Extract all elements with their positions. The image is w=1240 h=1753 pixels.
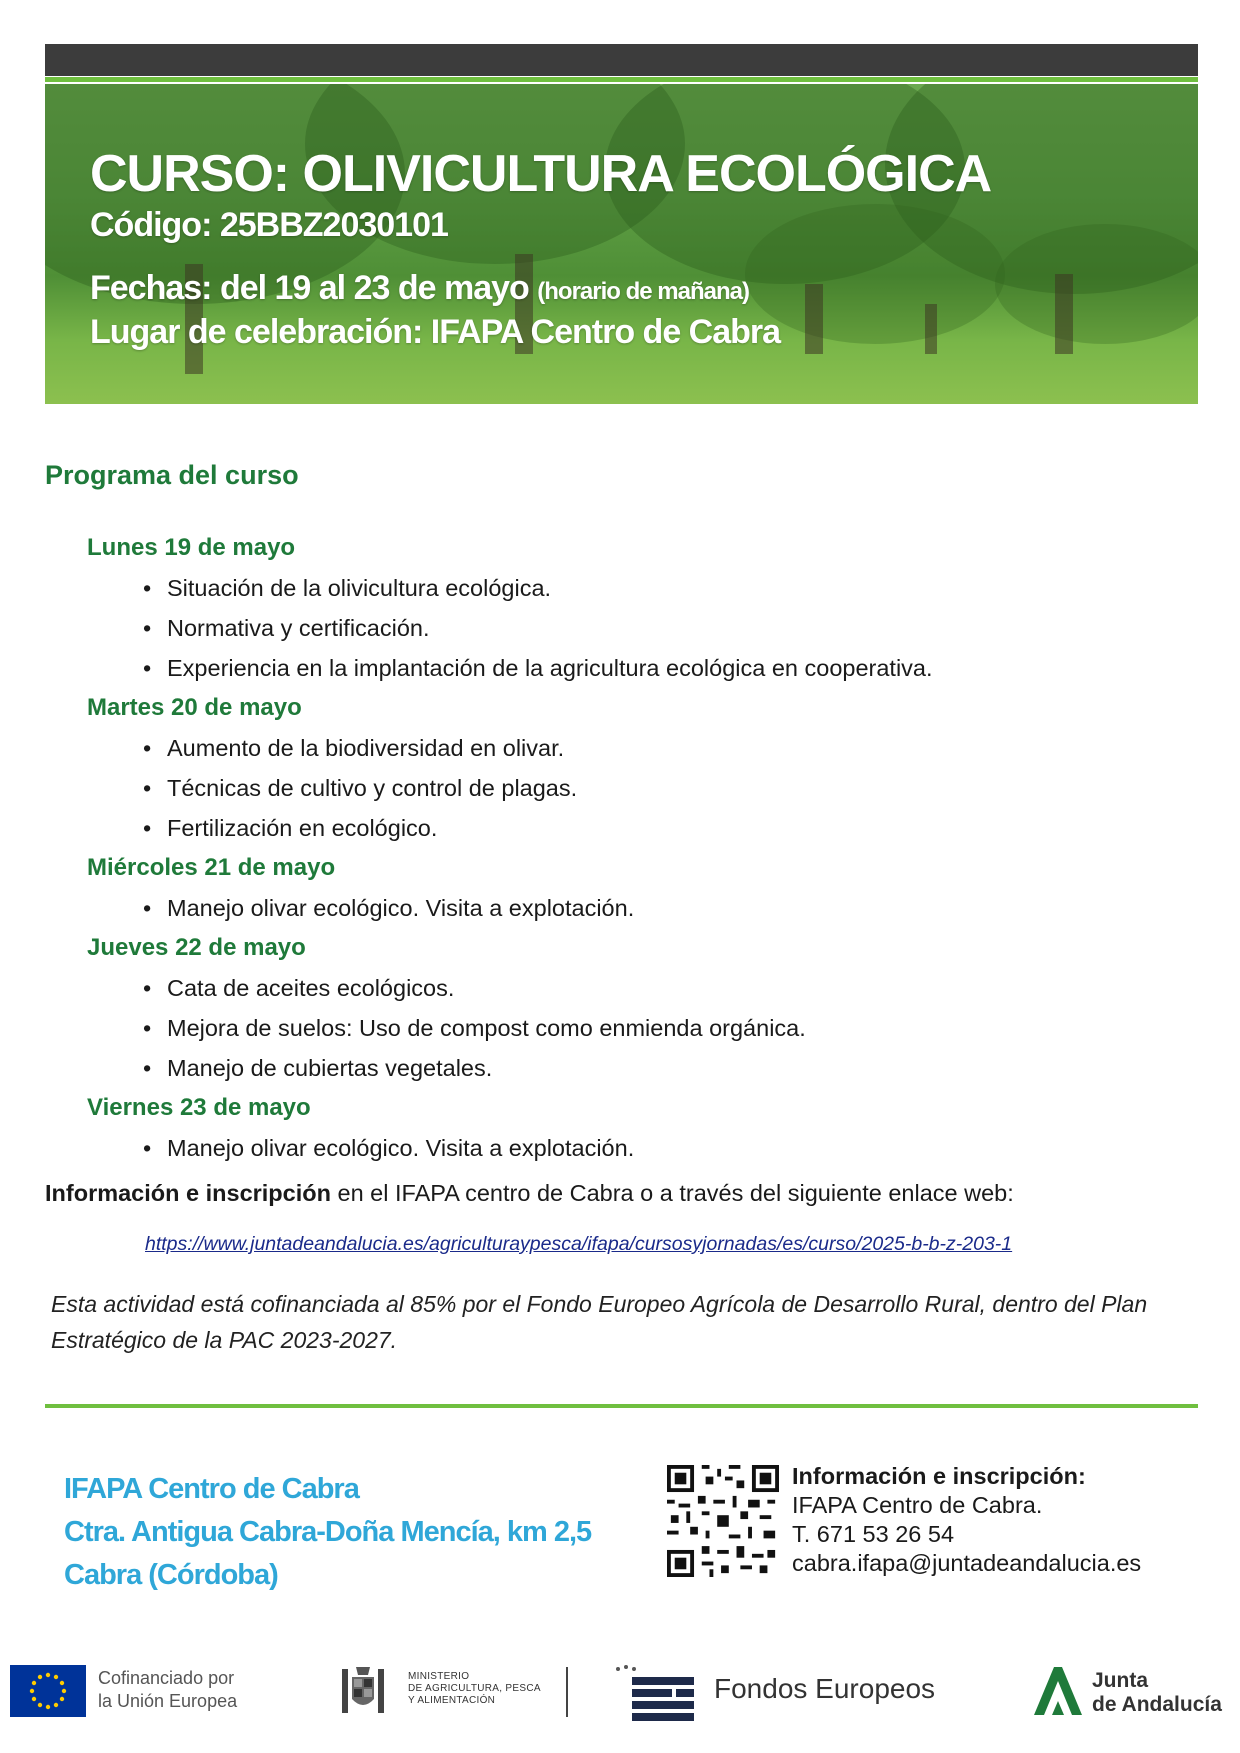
day-heading: Miércoles 21 de mayo [87, 854, 336, 881]
list-item: • Fertilización en ecológico. [87, 808, 1187, 848]
ministry-text: MINISTERIO DE AGRICULTURA, PESCA Y ALIMENTACIÓN [408, 1671, 541, 1706]
eu-flag-icon [10, 1665, 86, 1717]
fondos-europeos-icon [612, 1663, 700, 1723]
junta-andalucia-icon [1030, 1661, 1088, 1719]
info-rest: en el IFAPA centro de Cabra o a través del siguiente enlace web: [330, 1180, 1014, 1206]
cofinancing-note: Esta actividad está cofinanciada al 85% por el Fondo Europeo Agrícola de Desarrollo Rural, dentro del Plan Estratégico de la PAC 2023-2027. [51, 1291, 1148, 1353]
list-item: • Situación de la olivicultura ecológica. [87, 568, 1187, 608]
course-place: Lugar de celebración: IFAPA Centro de Cabra [90, 313, 781, 351]
list-item: • Manejo de cubiertas vegetales. [87, 1048, 1187, 1088]
qr-code-icon[interactable] [667, 1465, 779, 1577]
list-item: • Normativa y certificación. [87, 608, 1187, 648]
list-item: • Mejora de suelos: Uso de compost como enmienda orgánica. [87, 1008, 1187, 1048]
list-item: • Aumento de la biodiversidad en olivar. [87, 728, 1187, 768]
day-heading: Martes 20 de mayo [87, 694, 302, 721]
contact-phone: T. 671 53 26 54 [792, 1521, 955, 1547]
footer-divider [45, 1404, 1198, 1408]
contact-line: IFAPA Centro de Cabra. [792, 1492, 1043, 1518]
day-heading: Jueves 22 de mayo [87, 934, 306, 961]
fondos-europeos-text: Fondos Europeos [714, 1673, 936, 1704]
program-title: Programa del curso [45, 460, 299, 490]
logo-separator [566, 1667, 568, 1717]
course-link[interactable]: https://www.juntadeandalucia.es/agriculturaypesca/ifapa/cursosyjornadas/es/curso/2025-b-b-z-203-1 [145, 1233, 1013, 1255]
hero-banner [45, 84, 1198, 404]
logos-strip [0, 1655, 1240, 1735]
spain-coat-of-arms-icon [332, 1661, 394, 1723]
list-item: • Manejo olivar ecológico. Visita a explotación. [87, 1128, 1187, 1168]
day-heading: Lunes 19 de mayo [87, 534, 296, 561]
list-item: • Técnicas de cultivo y control de plagas. [87, 768, 1187, 808]
list-item: • Cata de aceites ecológicos. [87, 968, 1187, 1008]
eu-text: Cofinanciado por la Unión Europea [98, 1668, 238, 1711]
course-schedule: (horario de mañana) [537, 278, 749, 305]
list-item: • Manejo olivar ecológico. Visita a explotación. [87, 888, 1187, 928]
info-line [45, 1180, 1014, 1207]
program-list [87, 528, 1187, 1168]
contact-email: cabra.ifapa@juntadeandalucia.es [792, 1550, 1142, 1576]
course-code: Código: 25BBZ2030101 [90, 206, 448, 244]
junta-andalucia-text: Junta de Andalucía [1092, 1669, 1222, 1716]
day-heading: Viernes 23 de mayo [87, 1094, 311, 1121]
top-dark-bar [45, 44, 1198, 76]
course-title: CURSO: OLIVICULTURA ECOLÓGICA [90, 145, 992, 203]
address-line: Ctra. Antigua Cabra-Doña Mencía, km 2,5 [64, 1516, 592, 1548]
address-block [64, 1468, 591, 1597]
address-line: IFAPA Centro de Cabra [64, 1473, 359, 1505]
address-line: Cabra (Córdoba) [64, 1559, 278, 1591]
course-dates: Fechas: del 19 al 23 de mayo (horario de mañana) [90, 269, 749, 307]
top-green-line [45, 77, 1198, 82]
contact-block [792, 1462, 1141, 1578]
contact-title: Información e inscripción: [792, 1463, 1086, 1489]
list-item: • Experiencia en la implantación de la agricultura ecológica en cooperativa. [87, 648, 1187, 688]
info-bold: Información e inscripción [45, 1180, 331, 1206]
